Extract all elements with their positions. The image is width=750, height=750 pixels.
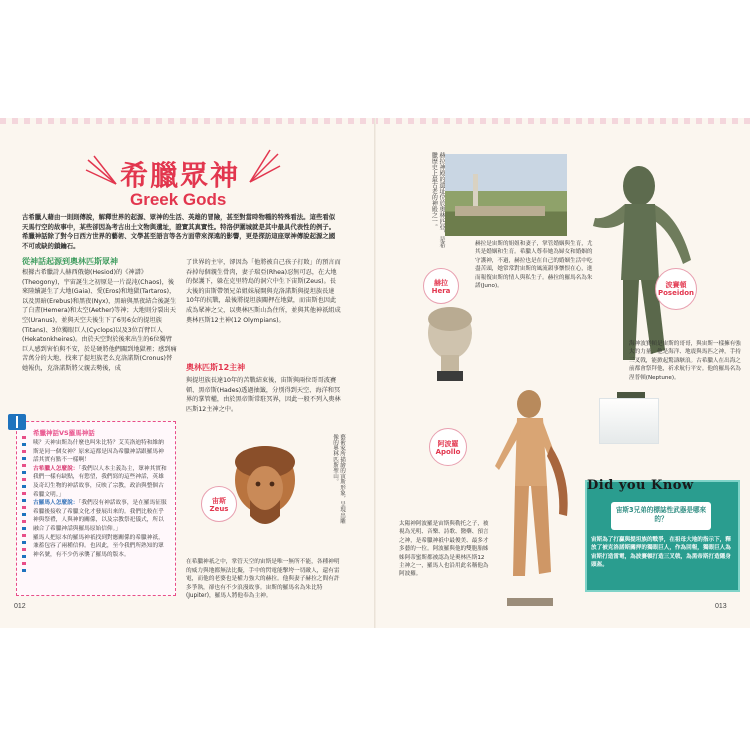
hera-label-zh: 赫拉 [434,279,448,287]
zeus-label-en: Zeus [209,505,229,513]
hera-marble-bust-image [419,303,481,383]
temple-ruins-photo [445,154,567,236]
book-spread [0,118,750,628]
olympians-text: 與提坦族長達10年的苦戰結束後，宙斯與兩位哥哥波賽頓、黑帝斯(Hades)透過抽籤，分別得到天空、海洋和冥界的掌管權，由於黑帝斯常駐冥界，因此一般不列入奧林匹斯12主神之中。 [186,377,341,413]
zeus-terracotta-head-image [228,440,302,538]
myth-comparison-sidebar [16,421,176,596]
did-you-know-text: 宙斯為了打贏與提坦族的戰爭，在祖母大地的指示下，釋放了被克洛諾斯關押的獨眼巨人，作為回報，獨眼巨人為宙斯打造雷電，為波賽頓打造三叉戟，為黑帝斯打造隱身頭盔。 [591,537,731,569]
page-number-right: 013 [715,603,727,610]
roman-view-label: 古羅馬人怎麼說： [33,500,79,507]
book-icon [8,414,26,430]
roman-view-text: 「我們沒有神話故事，是在羅馬征服希臘後接收了希臘文化才發展出來的。我們比較在乎神與祭禮，人與神的關係，以及宗教祭祀儀式，所以融合了希臘神話與羅馬原始信仰。」 [33,500,167,532]
column2-text: 了世界的主宰，卻因為「他將被自己孩子打敗」的預言而吞掉每個親生骨肉，妻子瑞亞(Rhea)忍無可忍，在大地的保護下，躲在克里特島的洞穴中生下宙斯(Zeus)。長大後的宙斯帶領兄弟姐妹展開與克洛諾斯與提坦族長達10年的抗戰，最後將提坦族關押在地獄，而宙斯也因此成為眾神之父，以奧林匹斯山為住所，並與其他神祇組成奧林匹斯12主神(12 Olympians)。 [186,259,341,324]
zeus-label [201,486,237,522]
sidebar-intro: 咦？天神宙斯為什麼也叫朱比特？艾芙洛迪特和維納斯是同一個女神？原來這都是因為希臘神話跟羅馬神話其實有點不一樣啊！ [33,440,164,464]
right-page [375,118,750,628]
sidebar-title: 希臘神話VS羅馬神話 [33,429,95,437]
apollo-label-zh: 阿波羅 [437,440,459,448]
left-page [0,118,375,628]
poseidon-label-en: Poseidon [657,289,695,297]
apollo-label [429,428,467,466]
did-you-know-question: 宙斯3兄弟的標誌性武器是哪來的？ [611,502,711,530]
hera-label [423,268,459,304]
hera-label-en: Hera [431,287,451,295]
section-heading-olympians: 奧林匹斯12主神 [186,363,246,372]
zeus-caption: 藝術家所描繪的宙斯形象，呈現出雕像的奧林匹斯聖山。 [332,434,345,524]
title-rays-left-icon [84,154,118,188]
title-rays-right-icon [248,148,282,188]
page-title: 希臘眾神 [120,159,241,192]
apollo-label-en: Apollo [435,448,461,456]
sidebar-body [33,439,169,559]
sidebar-tail: 羅馬人把原本的羅馬神祇找到對應關係的希臘神祇，兼蓄包容了兩種信仰。也因此，至今我們所熟知的眾神名號，有不少仍承襲了羅馬的版本。 [33,534,164,558]
zeus-text: 在希臘神祇之中，掌管天空的宙斯是唯一無所不能，各種神明的威力與地都無法比擬，手中的閃電能擊垮一切敵人，還有雷電，而他的老婆也是權力強大的赫拉。他與妻子赫拉之間有許多爭執，卻也有不少浪漫故事。宙斯的羅馬名為朱比特(Jupiter)，羅馬人將他奉為主神。 [186,559,340,600]
ruin-foundation [455,206,545,216]
apollo-text: 太陽神阿波羅是宙斯與勒托之子，被視為光明、音樂、詩歌、醫藥、預言之神，是希臘神祇中最俊美、最多才多藝的一位。阿波羅與他的雙胞胎姊姊阿蒂蜜斯都被認為是奧林匹斯12主神之一，羅馬人也沿用此名稱他為阿波羅。 [399,521,489,578]
page-number-left: 012 [14,603,26,610]
poseidon-label [655,268,697,310]
poseidon-text: 海神波賽頓是宙斯的哥哥，與宙斯一樣擁有強大的力量，他是海洋、地震與馬匹之神，手持三叉戟，能掀起驚濤駭浪。古希臘人在出海之前都會祭拜他，祈求航行平安。他的羅馬名為涅普頓(Neptune)。 [629,341,741,381]
hera-text: 赫拉是宙斯的姐姐和妻子，掌管婚姻與生育，尤其是婚姻和生育。希臘人尊奉她為婦女和婚姻的守護神，不過，赫拉也是在自己的婚姻生活中吃盡苦頭，她常常對宙斯的風流韻事懷恨在心，進而報復宙斯的情人與私生子。赫拉的羅馬名為朱諾(Juno)。 [475,241,593,290]
apollo-marble-statue-image [471,386,591,616]
section-heading-origins: 從神話起源到奧林匹斯眾神 [22,257,118,266]
greek-view-text: 「我們以人本主義為主，眾神其實和我們一樣有缺點，有慾望，我們寫的這些神話，英雄及奇幻生物的神話故事，反映了宗教，政治與整個古希臘文明。」 [33,465,167,498]
zeus-label-zh: 宙斯 [212,497,226,505]
museum-plinth [599,398,659,444]
poseidon-label-zh: 波賽頓 [665,281,687,289]
did-you-know-banner: Did you Know [587,478,694,493]
origins-text: 根據古希臘詩人赫西俄德(Hesiod)的《神譜》(Theogony)，宇宙誕生之初原是一片混沌(Chaos)，後來陸續誕生了大地(Gaia)、愛(Eros)和地獄(Tartaros)，以及黑暗(Erebus)和黑夜(Nyx)，黑暗與黑夜結合後誕生了白晝(Hemera)和太空(Aether)等神；大地則分裂出天空(Uranus)，並與天空夫後生下了6男6女的提坦族(Titans)、3位獨眼巨人(Cyclops)以及3位百臂巨人(Hekatonkheires)。由於天空對於後來出生的6位獨臂巨人感到害怕與不安，於是硬將他們關到地獄裡；感到痛苦萬分的大地，找來了提坦族老么克洛諾斯(Cronus)替她報仇，克洛諾斯將父親去勢後，成 [22,269,177,372]
ruins-caption: 赫拉神殿的遺址位於奧林匹亞，是希臘歷史上最古老的神殿之一。 [430,152,445,248]
page-subtitle: Greek Gods [130,190,227,209]
greek-view-label: 古希臘人怎麼說： [33,465,79,472]
intro-paragraph: 古希臘人藉由一則則傳說，解釋世界的起源、眾神的生活、英雄的冒險，甚至對當時物種的特殊看法。這些看似天馬行空的故事中，某些卻因為考古出土文物與遺址，證實其真實性。特洛伊圍城就是其中最具代表性的例子。希臘神話除了對今日西方世界的藝術、文學甚至語言等各方面帶來深遠的影響，更是探訪這座眾神傳說起源之國不可或缺的鎖鑰石。 [22,213,336,250]
ruin-column [473,174,478,208]
dotted-border [22,436,26,576]
